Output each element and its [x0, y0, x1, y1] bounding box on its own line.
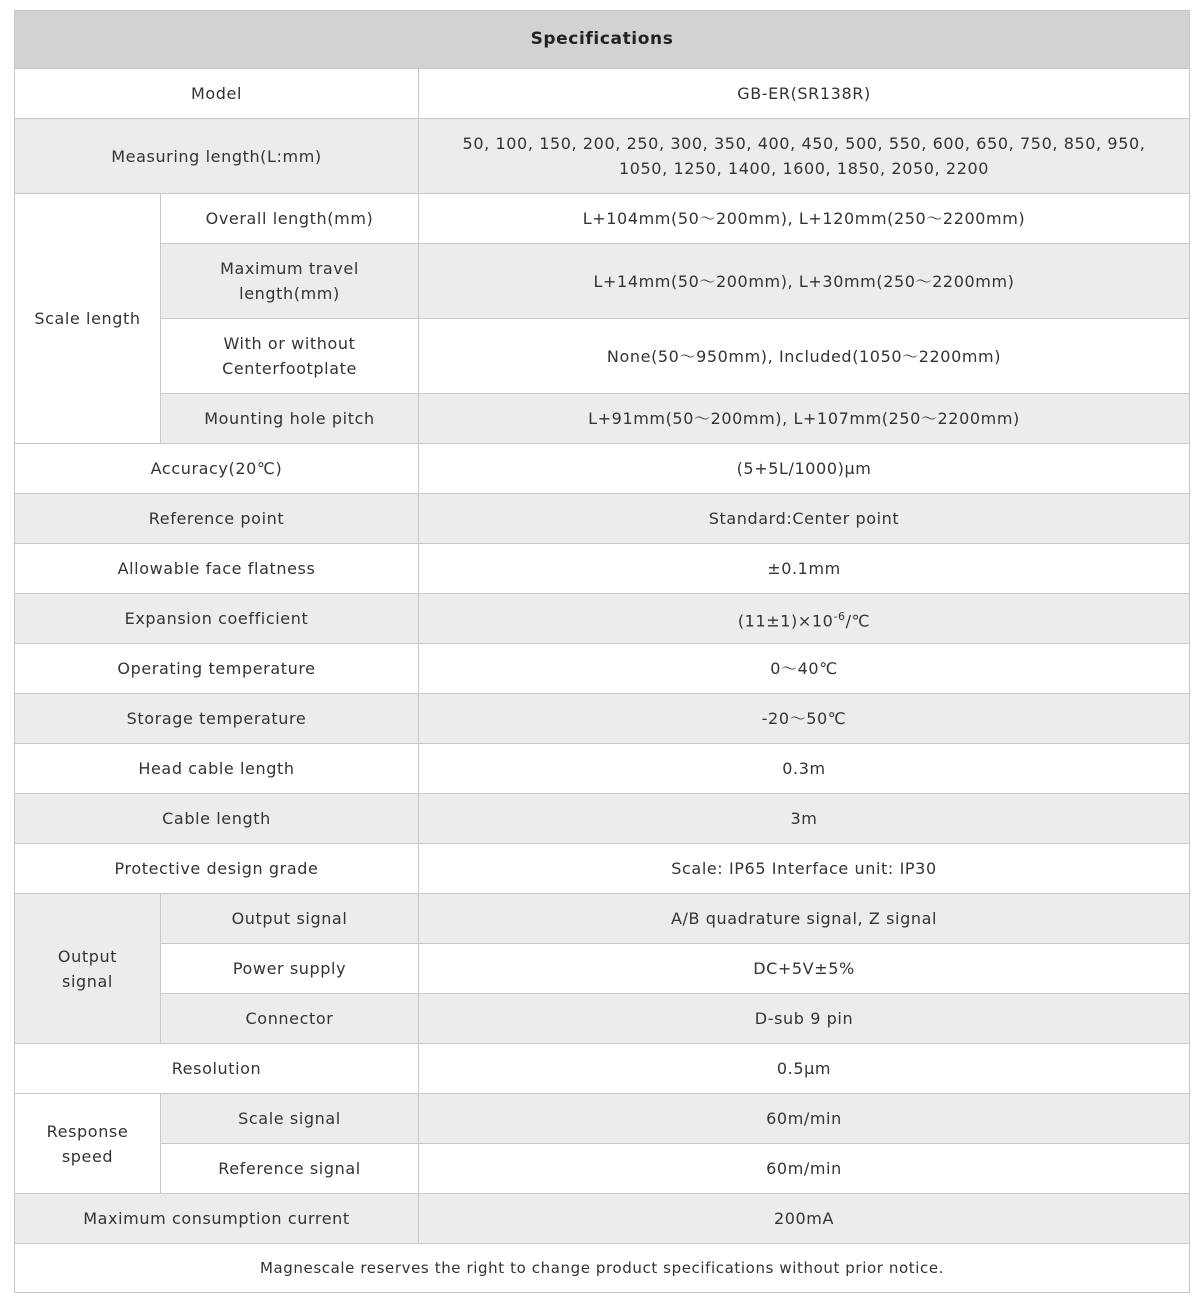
specifications-table — [14, 10, 1190, 1293]
row-label: Scale signal — [161, 1094, 419, 1144]
row-label: Resolution — [15, 1044, 419, 1094]
table-row-expansion — [15, 594, 1190, 644]
row-value: -20～50℃ — [419, 694, 1190, 744]
row-value: 60m/min — [419, 1144, 1190, 1194]
table-row-reference-signal — [15, 1144, 1190, 1194]
row-label: Output signal — [161, 894, 419, 944]
row-value: (5+5L/1000)μm — [419, 444, 1190, 494]
row-label: Mounting hole pitch — [161, 394, 419, 444]
row-label: Maximum travel length(mm) — [161, 244, 419, 319]
expansion-exponent: -6 — [833, 609, 846, 623]
table-row-flatness — [15, 544, 1190, 594]
table-title: Specifications — [15, 11, 1190, 69]
table-row-max-travel — [15, 244, 1190, 319]
group-label-response-speed: Response speed — [15, 1094, 161, 1194]
group-label-output-signal: Output signal — [15, 894, 161, 1044]
row-value: GB-ER(SR138R) — [419, 69, 1190, 119]
table-row-note — [15, 1244, 1190, 1293]
table-row-overall-length — [15, 194, 1190, 244]
row-label: Reference point — [15, 494, 419, 544]
row-value: L+14mm(50～200mm), L+30mm(250～2200mm) — [419, 244, 1190, 319]
table-row-output-signal — [15, 894, 1190, 944]
row-value: Scale: IP65 Interface unit: IP30 — [419, 844, 1190, 894]
row-label: Protective design grade — [15, 844, 419, 894]
table-row-head-cable — [15, 744, 1190, 794]
row-value: 60m/min — [419, 1094, 1190, 1144]
expansion-unit: /℃ — [845, 611, 871, 631]
table-row-storage-temp — [15, 694, 1190, 744]
row-label: Model — [15, 69, 419, 119]
row-value: L+91mm(50～200mm), L+107mm(250～2200mm) — [419, 394, 1190, 444]
group-label-scale-length: Scale length — [15, 194, 161, 444]
row-value: DC+5V±5% — [419, 944, 1190, 994]
row-label: Accuracy(20℃) — [15, 444, 419, 494]
expansion-base: (11±1)×10 — [737, 611, 834, 631]
row-value: None(50～950mm), Included(1050～2200mm) — [419, 319, 1190, 394]
row-value: 50, 100, 150, 200, 250, 300, 350, 400, 450, 500, 550, 600, 650, 750, 850, 950, 1050, 1250, 1400, 1600, 1850, 2050, 2200 — [419, 119, 1190, 194]
table-row-cable — [15, 794, 1190, 844]
row-label: Maximum consumption current — [15, 1194, 419, 1244]
row-label: Measuring length(L:mm) — [15, 119, 419, 194]
row-label: Overall length(mm) — [161, 194, 419, 244]
row-label: Storage temperature — [15, 694, 419, 744]
row-value: ±0.1mm — [419, 544, 1190, 594]
table-header-row — [15, 11, 1190, 69]
row-label: With or without Centerfootplate — [161, 319, 419, 394]
row-label: Head cable length — [15, 744, 419, 794]
row-value: L+104mm(50～200mm), L+120mm(250～2200mm) — [419, 194, 1190, 244]
row-value: A/B quadrature signal, Z signal — [419, 894, 1190, 944]
row-value: 0.3m — [419, 744, 1190, 794]
table-row-power-supply — [15, 944, 1190, 994]
table-row-model — [15, 69, 1190, 119]
table-row-connector — [15, 994, 1190, 1044]
table-row-centerfootplate — [15, 319, 1190, 394]
row-value: D-sub 9 pin — [419, 994, 1190, 1044]
table-row-scale-signal — [15, 1094, 1190, 1144]
row-label: Power supply — [161, 944, 419, 994]
table-row-max-current — [15, 1194, 1190, 1244]
disclaimer-note: Magnescale reserves the right to change product specifications without prior notice. — [15, 1244, 1190, 1293]
row-value: 3m — [419, 794, 1190, 844]
row-label: Expansion coefficient — [15, 594, 419, 644]
row-value — [419, 594, 1190, 644]
table-row-reference-point — [15, 494, 1190, 544]
table-row-mounting-hole — [15, 394, 1190, 444]
row-value: Standard:Center point — [419, 494, 1190, 544]
row-label: Operating temperature — [15, 644, 419, 694]
row-label: Cable length — [15, 794, 419, 844]
row-value: 0.5μm — [419, 1044, 1190, 1094]
row-label: Connector — [161, 994, 419, 1044]
row-label: Allowable face flatness — [15, 544, 419, 594]
spec-table-container — [14, 10, 1189, 1293]
table-row-operating-temp — [15, 644, 1190, 694]
row-value: 200mA — [419, 1194, 1190, 1244]
table-row-protective — [15, 844, 1190, 894]
table-row-measuring-length — [15, 119, 1190, 194]
table-row-resolution — [15, 1044, 1190, 1094]
row-value: 0～40℃ — [419, 644, 1190, 694]
row-label: Reference signal — [161, 1144, 419, 1194]
table-row-accuracy — [15, 444, 1190, 494]
